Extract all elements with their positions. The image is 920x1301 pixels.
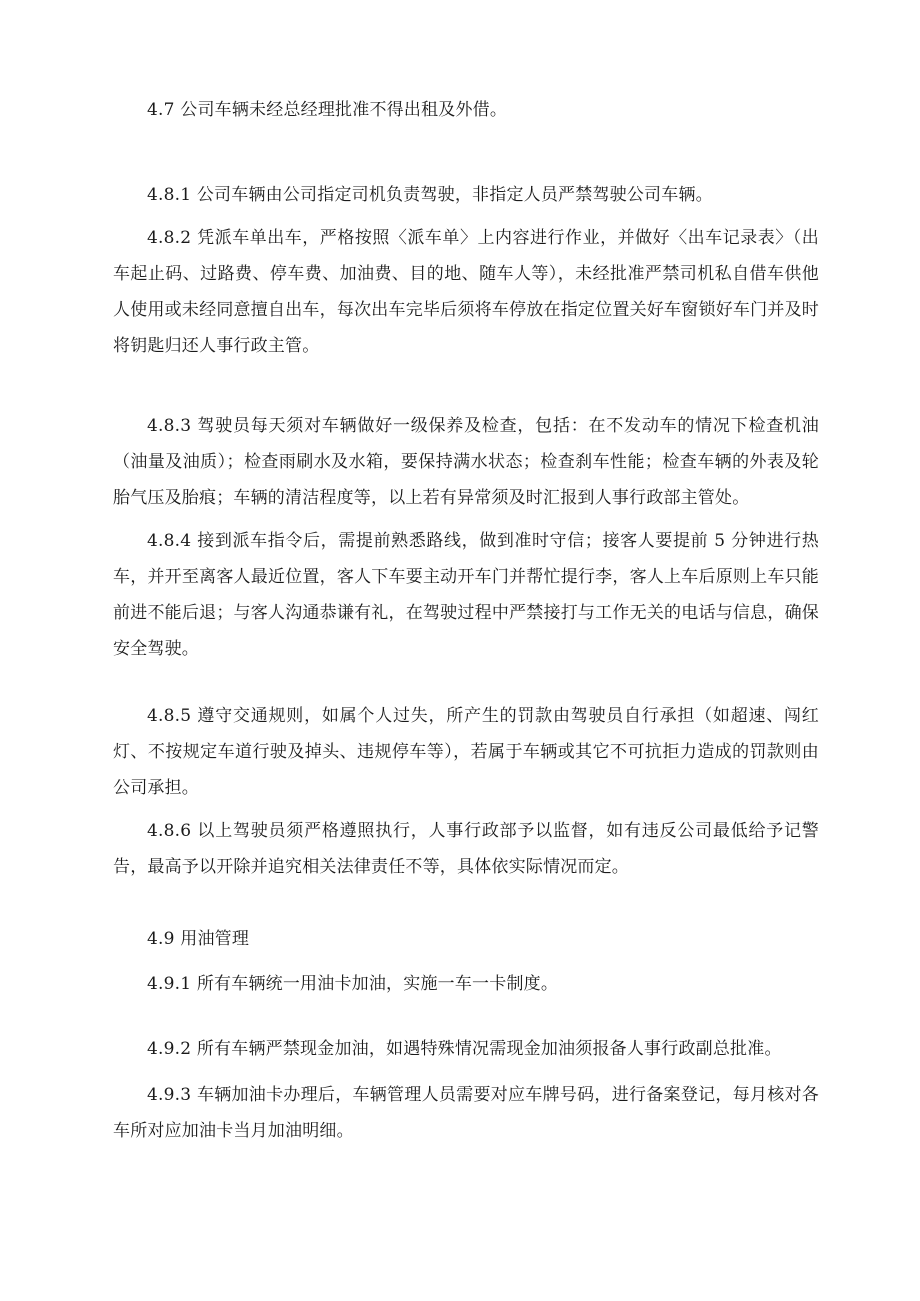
clause-4-9-1: 4.9.1 所有车辆统一用油卡加油，实施一车一卡制度。 <box>147 974 559 994</box>
clause-4-9-2: 4.9.2 所有车辆严禁现金加油，如遇特殊情况需现金加油须报备人事行政副总批准。 <box>147 1039 782 1059</box>
clause-4-8-3: 4.8.3 驾驶员每天须对车辆做好一级保养及检查，包括：在不发动车的情况下检查机油（油量及油质）；检查雨刷水及水箱，要保持满水状态；检查刹车性能；检查车辆的外表及轮胎气压及胎痕；车辆的清洁程度等，以上若有异常须及时汇报到人事行政部主管处。 <box>113 416 819 508</box>
clause-4-8-6: 4.8.6 以上驾驶员须严格遵照执行，人事行政部予以监督，如有违反公司最低给予记警告，最高予以开除并追究相关法律责任不等，具体依实际情况而定。 <box>113 821 819 877</box>
clause-4-9-3: 4.9.3 车辆加油卡办理后，车辆管理人员需要对应车牌号码，进行备案登记，每月核对各车所对应加油卡当月加油明细。 <box>113 1085 819 1141</box>
clause-4-8-4: 4.8.4 接到派车指令后，需提前熟悉路线，做到准时守信；接客人要提前 5 分钟进行热车，并开至离客人最近位置，客人下车要主动开车门并帮忙提行李，客人上车后原则上车只能前进不能后退；与客人沟通恭谦有礼，在驾驶过程中严禁接打与工作无关的电话与信息，确保安全驾驶。 <box>113 531 819 659</box>
clause-4-8-2: 4.8.2 凭派车单出车，严格按照〈派车单〉上内容进行作业，并做好〈出车记录表〉（出车起止码、过路费、停车费、加油费、目的地、随车人等），未经批准严禁司机私自借车供他人使用或未经同意擅自出车，每次出车完毕后须将车停放在指定位置关好车窗锁好车门并及时将钥匙归还人事行政主管。 <box>113 228 819 356</box>
clause-4-8-1: 4.8.1 公司车辆由公司指定司机负责驾驶，非指定人员严禁驾驶公司车辆。 <box>147 185 713 205</box>
clause-4-7: 4.7 公司车辆未经总经理批准不得出租及外借。 <box>147 100 508 120</box>
section-heading-4-9: 4.9 用油管理 <box>147 929 250 949</box>
clause-4-8-5: 4.8.5 遵守交通规则，如属个人过失，所产生的罚款由驾驶员自行承担（如超速、闯红灯、不按规定车道行驶及掉头、违规停车等），若属于车辆或其它不可抗拒力造成的罚款则由公司承担。 <box>113 706 819 798</box>
